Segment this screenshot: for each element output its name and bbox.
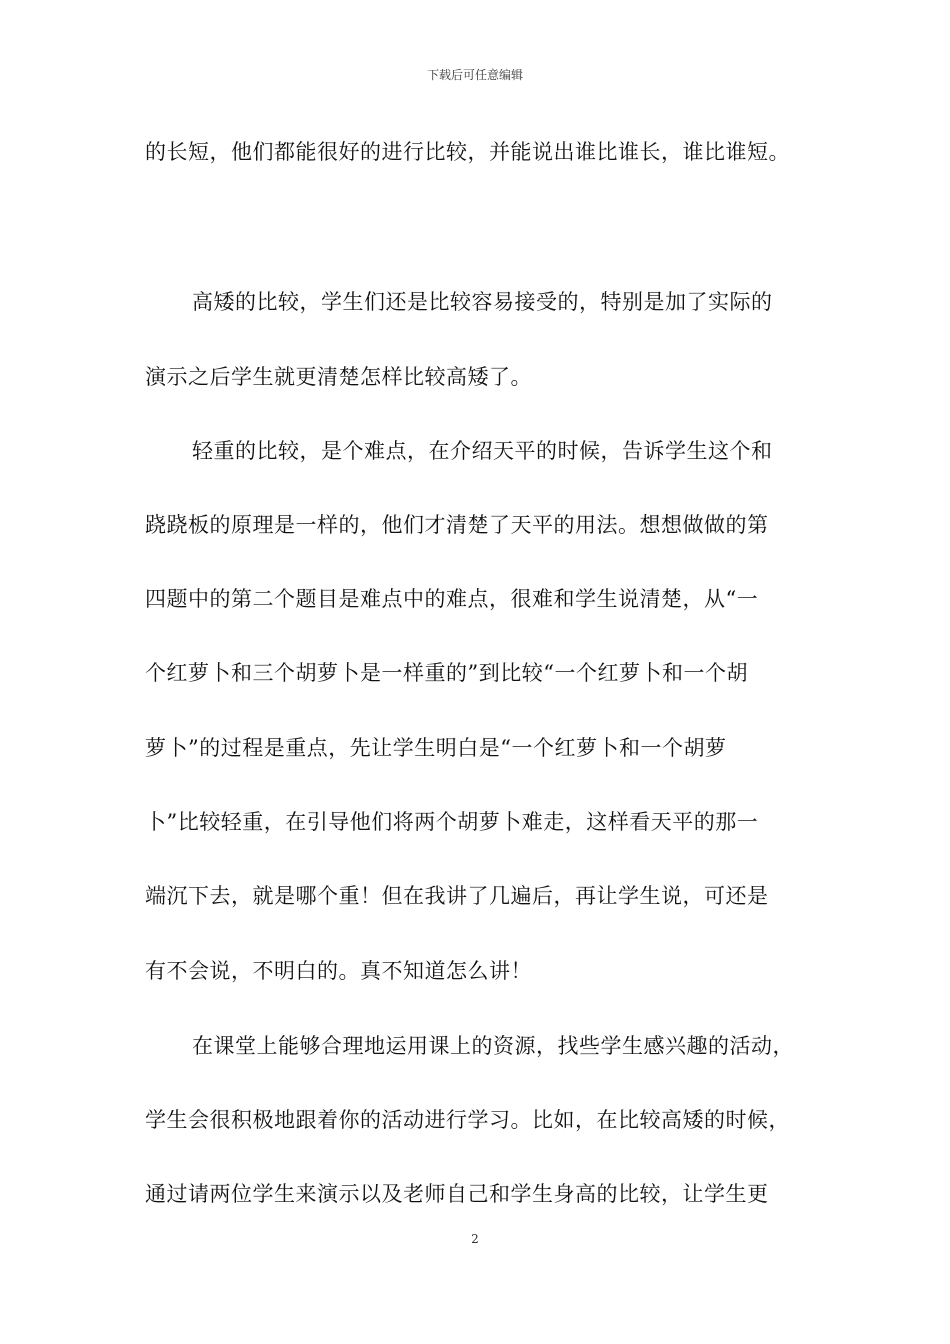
body-line-13: 学生会很积极地跟着你的活动进行学习。比如，在比较高矮的时候，: [145, 1108, 790, 1132]
body-line-2: 高矮的比较，学生们还是比较容易接受的，特别是加了实际的: [192, 290, 773, 314]
body-line-12: 在课堂上能够合理地运用课上的资源，找些学生感兴趣的活动，: [192, 1034, 794, 1058]
page-number: 2: [471, 1232, 479, 1246]
body-line-11: 有不会说，不明白的。真不知道怎么讲！: [145, 959, 532, 983]
body-line-3: 演示之后学生就更清楚怎样比较高矮了。: [145, 365, 532, 389]
body-line-8: 萝卜”的过程是重点，先让学生明白是“一个红萝卜和一个胡萝: [145, 736, 727, 760]
body-line-7: 个红萝卜和三个胡萝卜是一样重的”到比较“一个红萝卜和一个胡: [145, 661, 748, 685]
body-line-10: 端沉下去，就是哪个重！但在我讲了几遍后，再让学生说，可还是: [145, 884, 769, 908]
body-line-9: 卜”比较轻重，在引导他们将两个胡萝卜难走，这样看天平的那一: [145, 810, 759, 834]
page-header: 下载后可任意编辑: [426, 68, 523, 82]
body-line-4: 轻重的比较，是个难点，在介绍天平的时候，告诉学生这个和: [192, 439, 773, 463]
body-line-1: 的长短，他们都能很好的进行比较，并能说出谁比谁长，谁比谁短。: [145, 140, 790, 164]
body-line-5: 跷跷板的原理是一样的，他们才清楚了天平的用法。想想做做的第: [145, 513, 769, 537]
body-line-6: 四题中的第二个题目是难点中的难点，很难和学生说清楚，从“一: [145, 587, 759, 611]
body-line-14: 通过请两位学生来演示以及老师自己和学生身高的比较，让学生更: [145, 1182, 769, 1206]
